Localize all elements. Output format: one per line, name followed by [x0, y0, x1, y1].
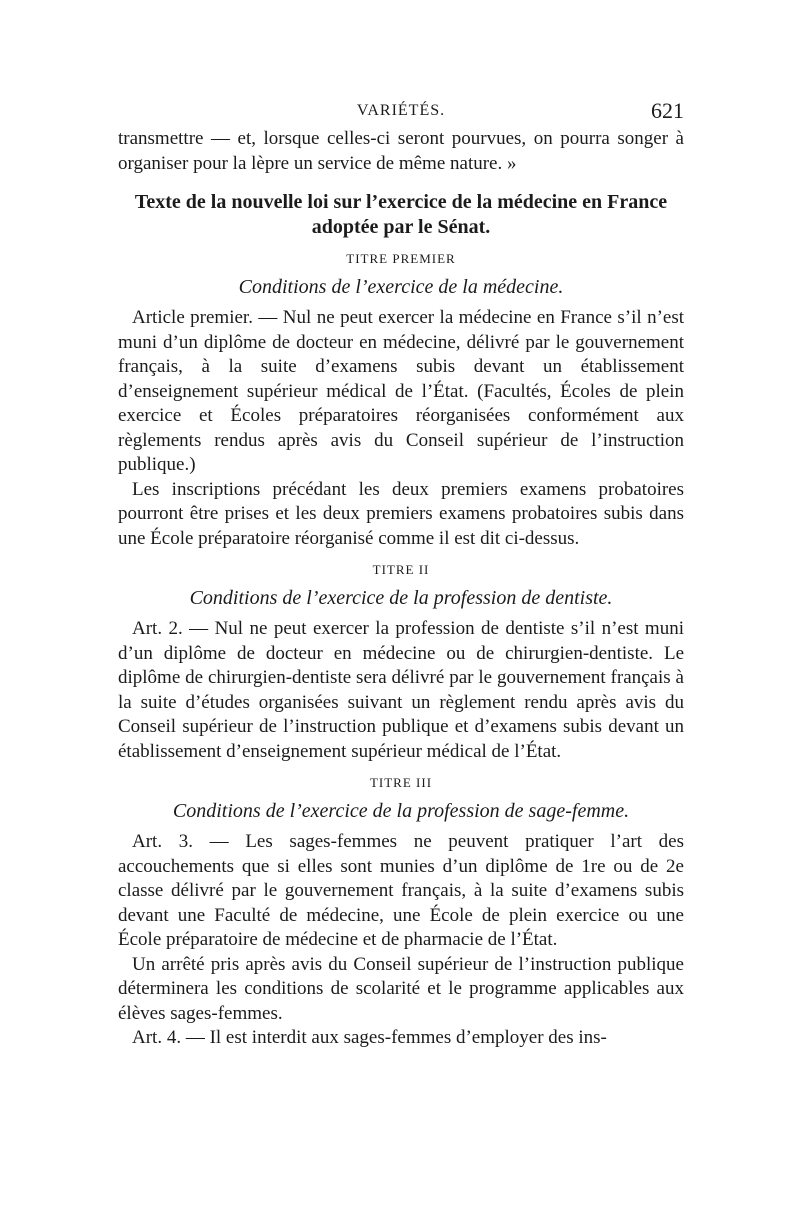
article-1-inscriptions-paragraph: Les inscriptions précédant les deux premiers examens probatoires pourront être prises et les deux premiers examens probatoires subis dans une École préparatoire réorganisé comme il est dit ci-dessus.	[118, 478, 684, 549]
titre-premier-heading: TITRE PREMIER	[346, 251, 456, 266]
titre-3-heading: TITRE III	[369, 775, 433, 790]
article-3-paragraph: Art. 3. — Les sages-femmes ne peuvent pratiquer l’art des accouchements que si elles sont munies d’un diplôme de 1re ou de 2e classe délivré par le gouvernement français, à la suite d’examens subis devant une Faculté de médecine, une École de plein exercice ou une École préparatoire de médecine et de pharmacie de l’État.	[118, 831, 684, 950]
article-1-paragraph: Article premier. — Nul ne peut exercer la médecine en France s’il n’est muni d’un diplôme de docteur en médecine, délivré par le gouvernement français, à la suite d’examens subis devant un établissement d’enseignement supérieur médical de l’État. (Facultés, Écoles de plein exercice et Écoles préparatoires réorganisées conformément aux règlements rendus après avis du Conseil supérieur de l’instruction publique.)	[118, 307, 684, 475]
arrete-paragraph: Un arrêté pris après avis du Conseil supérieur de l’instruction publique déterminera les conditions de scolarité et le programme applicables aux élèves sages-femmes.	[118, 953, 684, 1024]
titre-3-subtitle: Conditions de l’exercice de la profession de sage-femme.	[172, 800, 630, 822]
titre-2-subtitle: Conditions de l’exercice de la profession de dentiste.	[189, 587, 613, 609]
continuation-paragraph: transmettre — et, lorsque celles-ci seront pourvues, on pourra songer à organiser pour la lèpre un service de même nature. »	[118, 128, 684, 174]
page-body	[118, 127, 684, 1051]
page-number: 621	[651, 98, 684, 123]
titre-premier-subtitle: Conditions de l’exercice de la médecine.	[238, 276, 564, 298]
article-2-paragraph: Art. 2. — Nul ne peut exercer la profession de dentiste s’il n’est muni d’un diplôme de docteur en médecine ou de chirurgien-dentiste. Le diplôme de chirurgien-dentiste sera délivré par le gouvernement français à la suite d’études organisées suivant un règlement rendu après avis du Conseil supérieur de l’instruction publique et d’examens subis devant un établissement d’enseignement supérieur médical de l’État.	[118, 618, 684, 762]
titre-2-heading: TITRE II	[372, 562, 430, 577]
page-header	[118, 98, 684, 128]
law-title: Texte de la nouvelle loi sur l’exercice de la médecine en France adoptée par le Sénat.	[134, 191, 668, 238]
running-head: VARIÉTÉS.	[356, 102, 446, 119]
article-4-paragraph: Art. 4. — Il est interdit aux sages-femmes d’employer des ins-	[132, 1027, 607, 1048]
